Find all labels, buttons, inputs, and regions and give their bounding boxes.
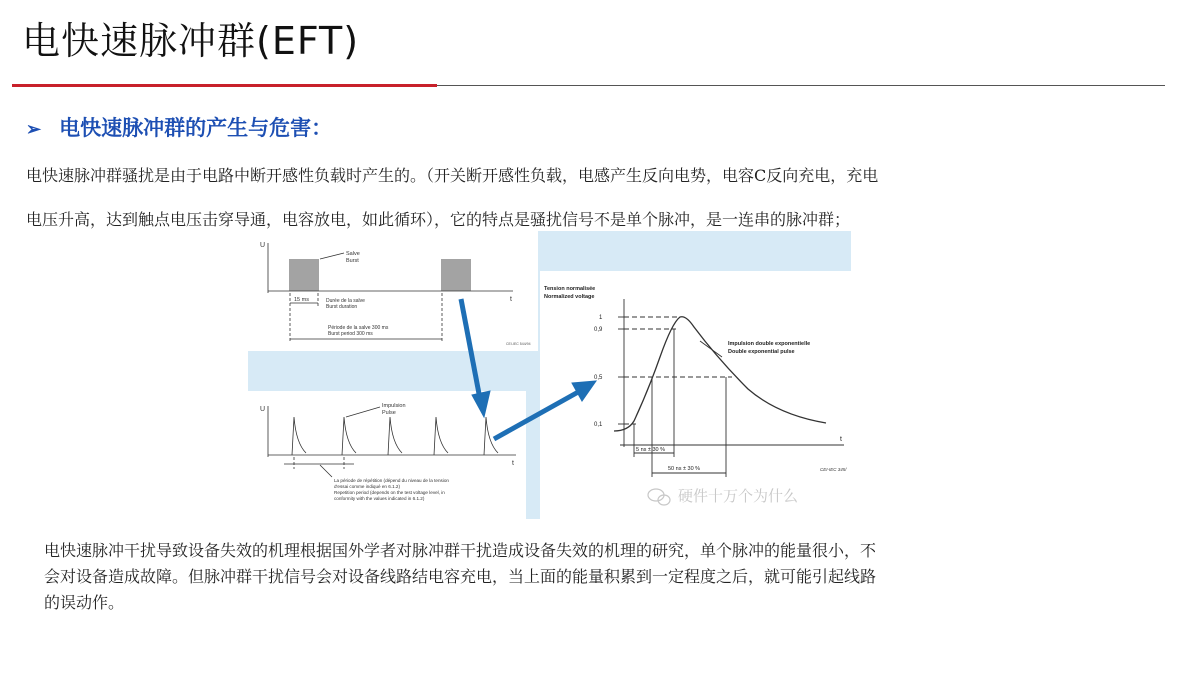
period-en: Burst period 300 ms <box>328 331 373 337</box>
duration-value: 15 ms <box>294 297 309 303</box>
curve-label-en: Double exponential pulse <box>728 349 795 355</box>
duration-fr: Durée de la salve <box>326 298 365 304</box>
rep-note-en-2: conformity with the values indicated in 6.1.2) <box>334 496 425 501</box>
waveform-t-label: t <box>840 436 842 443</box>
pulse-label: Pulse <box>382 410 396 416</box>
title-underline-gray <box>437 85 1165 86</box>
section-heading <box>26 112 332 146</box>
pulse-u-label: U <box>260 406 266 413</box>
bullet-arrow-icon: ➢ <box>26 119 42 140</box>
pulse-width-label: 50 ns ± 30 % <box>668 466 701 472</box>
title-underline-red <box>12 84 437 87</box>
eft-figure-svg <box>248 231 851 519</box>
watermark-text: 硬件十万个为什么 <box>678 487 799 505</box>
paragraph-eft-origin: 电快速脉冲群骚扰是由于电路中断开感性负载时产生的。（开关断开感性负载，电感产生反向电势，电容C反向充电，充电 电压升高，达到触点电压击穿导通，电容放电，如此循环），它的特点是骚扰信号不是单个脉冲，是一连串的脉冲群； <box>26 166 879 229</box>
tick-label-1: 1 <box>599 315 603 321</box>
rep-note-fr-1: La période de répétition (dépend du niveau de la tension <box>334 478 449 483</box>
burst-1 <box>290 259 318 291</box>
burst-t-label: t <box>510 296 512 303</box>
tick-label-01: 0,1 <box>594 422 603 428</box>
burst-2 <box>442 259 470 291</box>
burst-label: Burst <box>346 258 359 264</box>
waveform-code: CEI-IEC 345/ <box>820 467 847 472</box>
tick-label-05: 0,5 <box>594 375 603 381</box>
section-heading-text: 电快速脉冲群的产生与危害： <box>59 115 333 140</box>
impulsion-label: Impulsion <box>382 403 406 409</box>
burst-code: CEI-IEC 544/94 <box>506 342 531 346</box>
salve-label: Salve <box>346 251 360 257</box>
rise-time-label: 5 ns ± 30 % <box>636 447 666 453</box>
page-title: 电快速脉冲群(EFT) <box>22 19 360 63</box>
period-fr: Période de la salve 300 ms <box>328 325 389 331</box>
duration-en: Burst duration <box>326 304 358 310</box>
tick-label-09: 0,9 <box>594 327 603 333</box>
waveform-ylabel-fr: Tension normalisée <box>544 286 596 292</box>
paragraph-failure-mechanism: 电快速脉冲干扰导致设备失效的机理根据国外学者对脉冲群干扰造成设备失效的机理的研究，单个脉冲的能量很小，不 会对设备造成故障。但脉冲群干扰信号会对设备线路结电容充电，当上面的能量积累到一定程度之后，就可能引起线路 的误动作。 <box>44 541 877 612</box>
curve-label-fr: Impulsion double exponentielle <box>728 341 811 347</box>
burst-u-label: U <box>260 242 266 249</box>
eft-waveform-figure <box>248 231 851 519</box>
rep-note-fr-2: d'essai comme indiqué en 6.1.2) <box>334 484 400 489</box>
waveform-ylabel-en: Normalized voltage <box>544 294 595 300</box>
pulse-t-label: t <box>512 460 514 467</box>
rep-note-en-1: Repetition period (depends on the test voltage level, in <box>334 490 445 495</box>
